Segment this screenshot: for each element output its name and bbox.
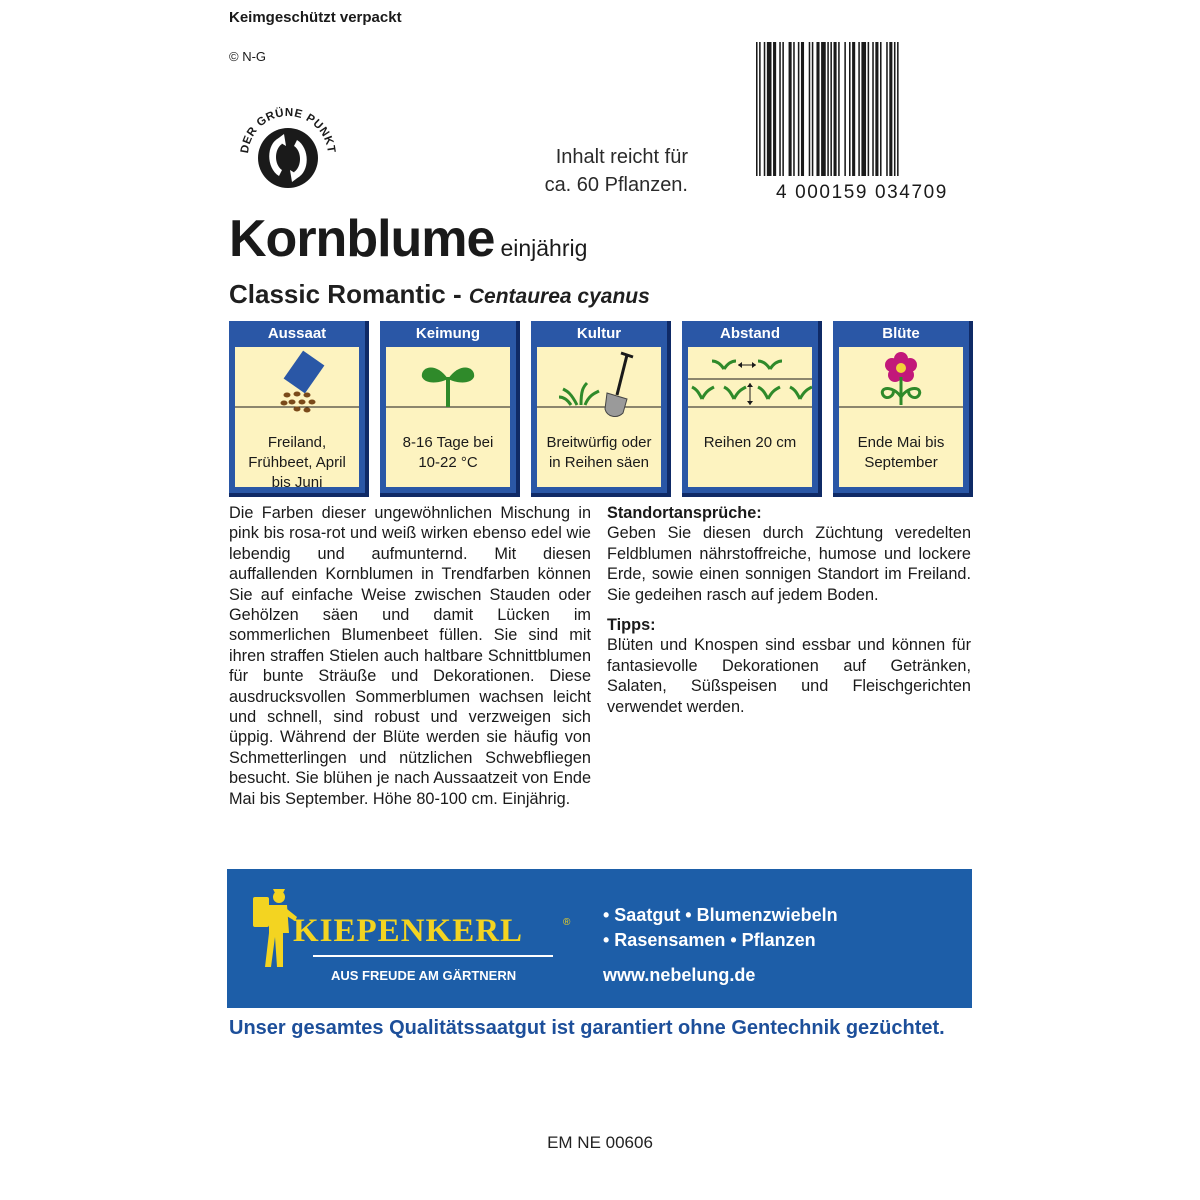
barcode-bar <box>894 42 896 176</box>
barcode-bar <box>875 42 878 176</box>
card-bluete <box>833 321 973 497</box>
gmo-free-guarantee: Unser gesamtes Qualitätssaatgut ist garantiert ohne Gentechnik gezüchtet. <box>229 1017 945 1039</box>
barcode-bars <box>756 42 899 176</box>
brand-name: KIEPENKERL <box>293 913 524 949</box>
barcode-bar <box>849 42 851 176</box>
gruener-punkt-text: DER GRÜNE PUNKT <box>238 106 338 155</box>
barcode-bar <box>789 42 792 176</box>
card-body <box>235 347 359 491</box>
barcode-bar <box>834 42 837 176</box>
barcode-bar <box>756 42 758 176</box>
barcode-bar <box>773 42 776 176</box>
barcode-bar <box>889 42 892 176</box>
barcode-bar <box>861 42 866 176</box>
barcode-bar <box>880 42 882 176</box>
product-name: Kornblume <box>229 210 495 268</box>
card-abstand <box>682 321 822 497</box>
standort-text: Geben Sie diesen durch Züchtung veredelten Feldblumen nährstoffreiche, humose und lockere Erde, sowie einen sonnigen Standort im Freiland. Sie gedeihen rasch auf jedem Boden. <box>607 524 971 604</box>
barcode-bar <box>816 42 819 176</box>
card-text: Ende Mai bis September <box>857 434 945 471</box>
spacing-icon <box>688 347 812 427</box>
kiepenkerl-figure-icon <box>253 887 297 971</box>
article-code: EM NE 00606 <box>547 1133 653 1152</box>
barcode-bar <box>782 42 784 176</box>
contents-info <box>452 143 688 199</box>
barcode-bar <box>801 42 804 176</box>
card-text: Freiland, Frühbeet, April bis Juni <box>248 434 346 491</box>
card-title: Kultur <box>576 325 622 342</box>
card-title: Keimung <box>415 325 481 342</box>
barcode-bar <box>872 42 874 176</box>
barcode-bar <box>793 42 795 176</box>
barcode-bar <box>821 42 826 176</box>
barcode-bar <box>838 42 840 176</box>
product-annual: einjährig <box>500 235 588 261</box>
card-title: Abstand <box>720 325 780 342</box>
product-title <box>229 209 587 278</box>
contents-line-2: ca. 60 Pflanzen. <box>544 174 688 196</box>
barcode-bar <box>827 42 829 176</box>
card-aussaat <box>229 321 369 497</box>
seed-packet-icon <box>235 347 359 427</box>
product-variety <box>229 276 650 315</box>
barcode-bar <box>809 42 811 176</box>
brand-divider <box>313 955 553 957</box>
card-kultur <box>531 321 671 497</box>
barcode-bar <box>767 42 772 176</box>
website-link[interactable]: www.nebelung.de <box>603 965 756 985</box>
barcode-bar <box>759 42 761 176</box>
barcode-bar <box>858 42 860 176</box>
card-body <box>839 347 963 487</box>
card-title: Blüte <box>882 325 920 342</box>
barcode-bar <box>812 42 814 176</box>
copyright: © N-G <box>229 49 267 64</box>
registered-mark: ® <box>563 917 571 928</box>
barcode-bar <box>779 42 781 176</box>
variety-name: Classic Romantic - <box>229 279 462 309</box>
brand-slogan: AUS FREUDE AM GÄRTNERN <box>331 968 517 983</box>
card-keimung <box>380 321 520 497</box>
info-column <box>607 503 971 727</box>
packaging-note: Keimgeschützt verpackt <box>229 9 402 26</box>
barcode-bar <box>868 42 870 176</box>
brand-banner <box>227 869 972 1008</box>
standort-heading: Standortansprüche: <box>607 504 762 522</box>
card-body <box>688 347 812 487</box>
barcode-number: 4 000159 034709 <box>776 182 948 202</box>
seedling-icon <box>386 347 510 427</box>
barcode-bar <box>798 42 800 176</box>
barcode-bar <box>844 42 846 176</box>
gruener-punkt-logo <box>230 94 346 210</box>
barcode-bar <box>830 42 832 176</box>
card-text: Reihen 20 cm <box>703 434 797 451</box>
barcode-bar <box>886 42 888 176</box>
tipps-heading: Tipps: <box>607 616 656 635</box>
card-title: Aussaat <box>267 325 327 342</box>
tipps-text: Blüten und Knospen sind essbar und können für fantasievolle Dekorationen auf Getränken, Salaten, Süßspeisen und Fleischgerichten verwendet werden. <box>607 636 971 716</box>
botanical-name: Centaurea cyanus <box>468 285 650 308</box>
contents-line-1: Inhalt reicht für <box>555 146 688 168</box>
barcode-bar <box>764 42 766 176</box>
card-text: 8-16 Tage bei 10-22 °C <box>402 434 494 471</box>
barcode-bar <box>852 42 855 176</box>
card-text: Breitwürfig oder in Reihen säen <box>546 434 652 471</box>
product-range-line-2: • Rasensamen • Pflanzen <box>603 930 816 950</box>
barcode-bar <box>897 42 899 176</box>
product-range <box>603 903 838 953</box>
barcode <box>754 42 970 202</box>
spade-icon <box>537 347 661 427</box>
product-range-line-1: • Saatgut • Blumenzwiebeln <box>603 905 838 925</box>
description-text: Die Farben dieser ungewöhnlichen Mischung in pink bis rosa-rot und weiß wirken ebenso edel wie lebendig und aufmunternd. Mit diesen auffallenden Kornblumen in Trendfarben können Sie auf einfache Weise zwischen Stauden oder Gehölzen säen und damit Lücken im sommerlichen Blumenbeet füllen. Sie sind mit ihren straffen Stielen auch haltbare Schnittblumen für bunte Sträuße und Dekorationen. Diese ausdrucksvollen Sommerblumen wachsen leicht und schnell, sind robust und verzweigen sich üppig. Während der Blüte werden sie häufig von Schmetterlingen und nützlichen Schwebfliegen besucht. Sie blühen je nach Aussaatzeit von Ende Mai bis September. Höhe 80-100 cm. Einjährig. <box>229 504 591 808</box>
flower-icon <box>839 347 963 427</box>
card-body <box>386 347 510 487</box>
card-body <box>537 347 661 487</box>
